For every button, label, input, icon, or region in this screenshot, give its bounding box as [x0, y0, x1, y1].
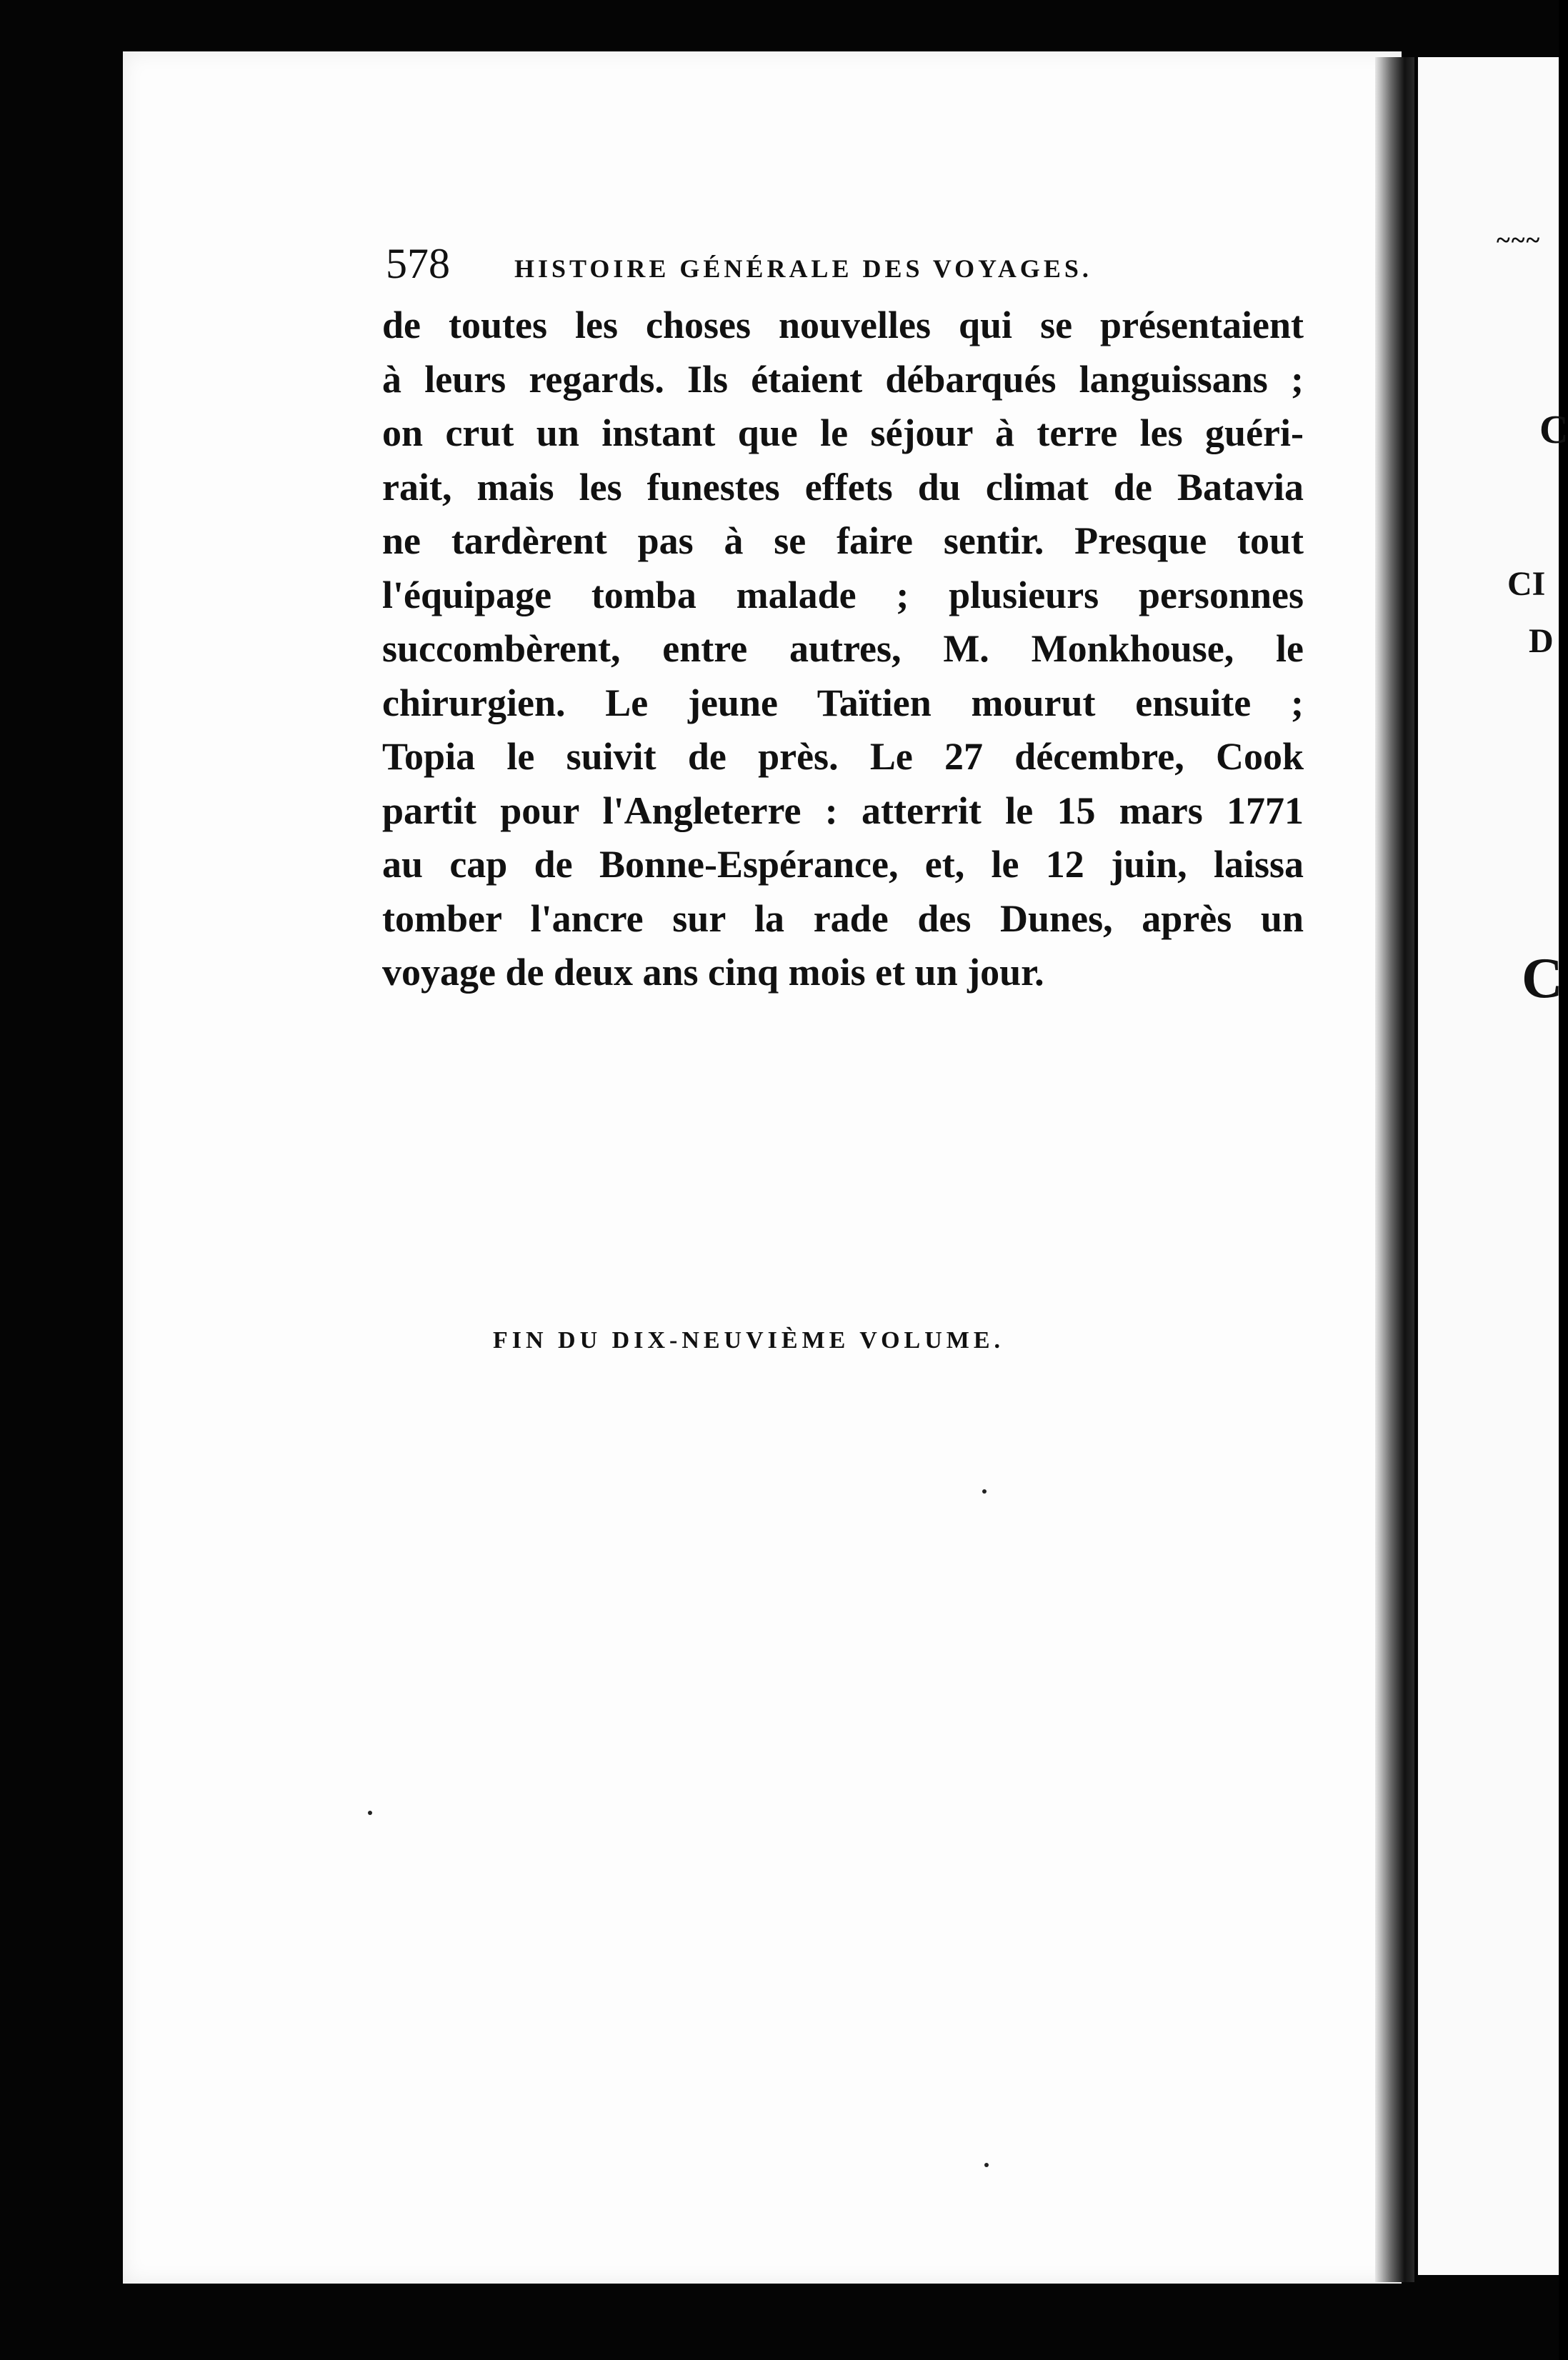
- book-gutter: [1375, 57, 1414, 2282]
- text-line: tomber l'ancre sur la rade des Dunes, après un: [382, 896, 1304, 940]
- running-title: HISTOIRE GÉNÉRALE DES VOYAGES.: [514, 254, 1092, 283]
- facing-page-fragment: ~~~: [1497, 226, 1542, 254]
- text-line: l'équipage tomba malade ; plusieurs personnes: [382, 573, 1304, 616]
- facing-page-fragment: D: [1529, 622, 1554, 660]
- text-line: voyage de deux ans cinq mois et un jour.: [382, 951, 1044, 994]
- facing-page-fragment: C: [1539, 408, 1568, 452]
- paper-speck: [984, 2163, 989, 2167]
- text-line: on crut un instant que le séjour à terre les guéri-: [382, 411, 1304, 454]
- right-page: [1418, 57, 1559, 2275]
- text-line: ne tardèrent pas à se faire sentir. Presque tout: [382, 519, 1304, 562]
- text-line: rait, mais les funestes effets du climat de Batavia: [382, 465, 1304, 509]
- body-paragraph: [382, 299, 1304, 1000]
- facing-page-fragment: C: [1522, 947, 1563, 1010]
- text-line: chirurgien. Le jeune Taïtien mourut ensuite ;: [382, 681, 1304, 724]
- facing-page-fragment: CI: [1507, 565, 1546, 603]
- text-line: succombèrent, entre autres, M. Monkhouse, le: [382, 627, 1304, 670]
- text-line: Topia le suivit de près. Le 27 décembre, Cook: [382, 735, 1304, 778]
- paper-speck: [368, 1811, 372, 1815]
- page-number: 578: [386, 240, 450, 287]
- running-head: [386, 239, 1307, 296]
- text-line: au cap de Bonne-Espérance, et, le 12 juin, laissa: [382, 843, 1304, 886]
- text-line: partit pour l'Angleterre : atterrit le 15 mars 1771: [382, 789, 1304, 832]
- text-line: de toutes les choses nouvelles qui se présentaient: [382, 304, 1304, 346]
- paper-speck: [982, 1489, 987, 1494]
- text-line: à leurs regards. Ils étaient débarqués languissans ;: [382, 357, 1304, 401]
- end-of-volume-note: FIN DU DIX-NEUVIÈME VOLUME.: [493, 1327, 1005, 1354]
